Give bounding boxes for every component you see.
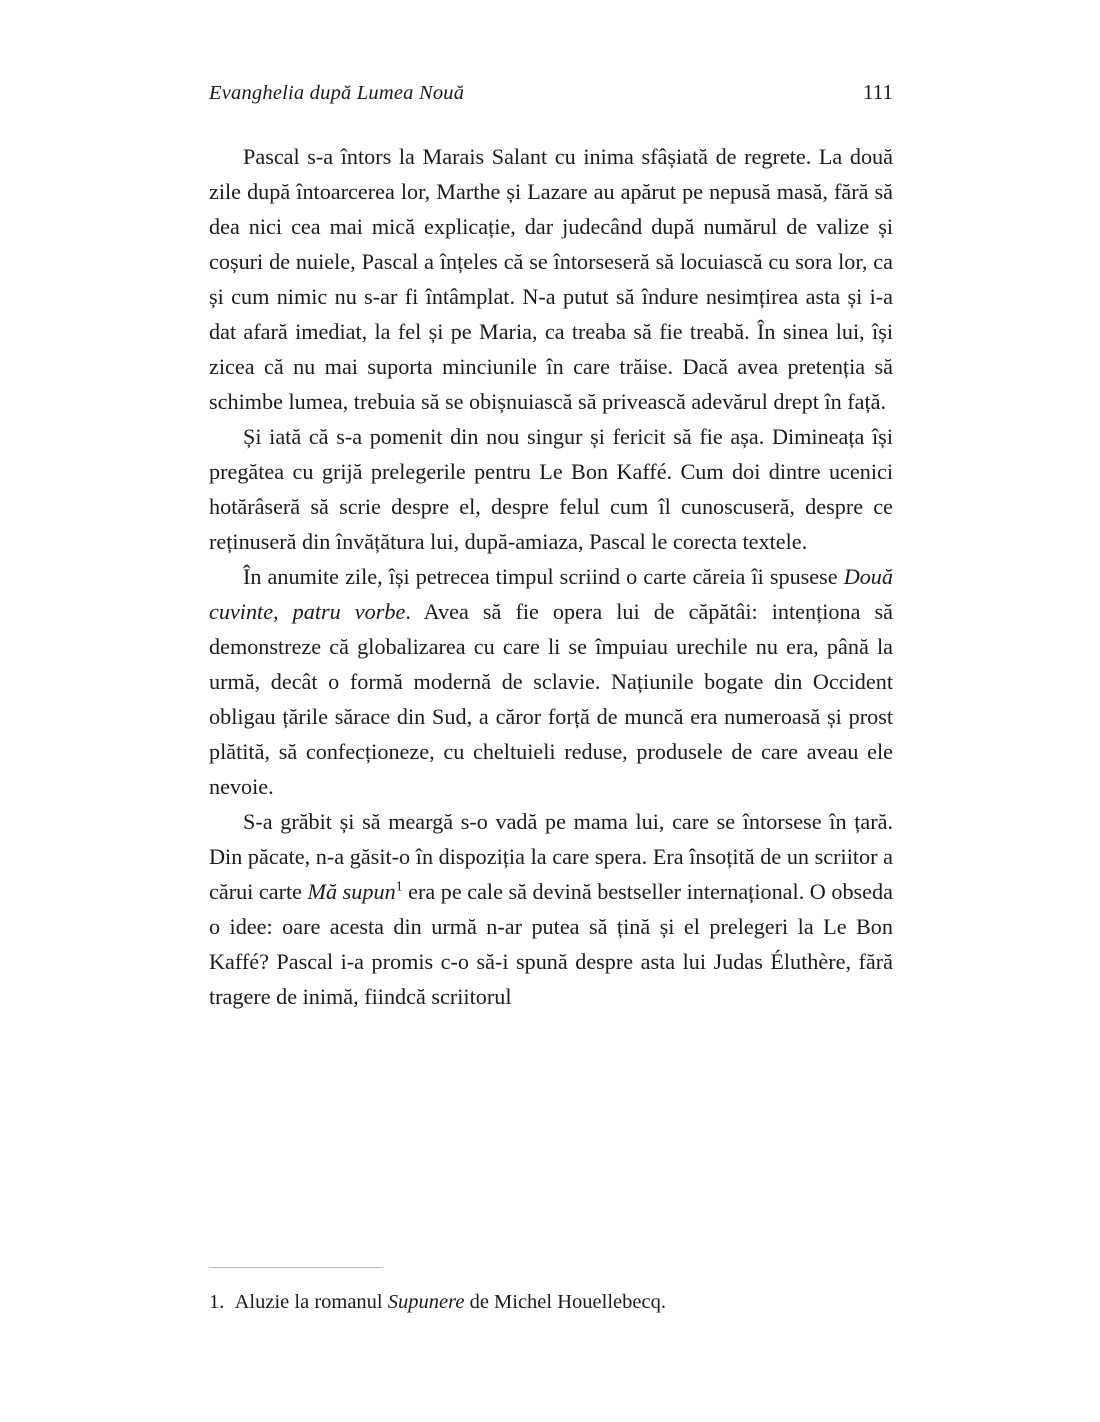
body-text — [209, 139, 893, 1014]
paragraph — [209, 559, 893, 804]
page-number: 111 — [863, 80, 893, 104]
text-run: Mă supun — [307, 879, 396, 904]
paragraph — [209, 139, 893, 419]
footnote-ref-marker: 1 — [395, 878, 403, 894]
text-run: era pe cale să devină bestseller internațional. O obseda o idee: oare acesta din urmă n-ar putea să țină și el prelegeri la Le Bon Kaffé? Pascal i-a promis c-o să-i spună despre asta lui Judas Éluthère, fără tragere de inimă, fiindcă scriitorul — [209, 879, 893, 1009]
footnote-separator — [209, 1267, 383, 1268]
footnote-text-run: de Michel Houellebecq. — [464, 1291, 666, 1313]
text-run: Și iată că s-a pomenit din nou singur și fericit să fie așa. Dimineața își pregătea cu grijă prelegerile pentru Le Bon Kaffé. Cum doi dintre ucenici hotărâseră să scrie despre el, despre felul cum îl cunoscuseră, despre ce reținuseră din învățătura lui, după-amiaza, Pascal le corecta textele. — [209, 424, 893, 554]
running-title: Evanghelia după Lumea Nouă — [209, 82, 465, 104]
footnote-text-run: Supunere — [387, 1291, 465, 1313]
footnote-text-run: 1. Aluzie la romanul — [209, 1291, 388, 1313]
text-run: Pascal s-a întors la Marais Salant cu inima sfâșiată de regrete. La două zile după întoarcerea lor, Marthe și Lazare au apărut pe nepusă masă, fără să dea nici cea mai mică explicație, dar judecând după numărul de valize și coșuri de nuiele, Pascal a înțeles că se întorseseră să locuiască cu sora lor, ca și cum nimic nu s-ar fi întâmplat. N-a putut să îndure nesimțirea asta și i-a dat afară imediat, la fel și pe Maria, ca treaba să fie treabă. În sinea lui, își zicea că nu mai suporta minciunile în care trăise. Dacă avea pretenția să schimbe lumea, trebuia să se obișnuiască să privească adevărul drept în față. — [209, 144, 893, 414]
paragraph — [209, 804, 893, 1014]
page-header — [209, 80, 893, 105]
text-run: În anumite zile, își petrecea timpul scriind o carte căreia îi spusese — [243, 564, 844, 589]
text-run: S-a grăbit și să meargă s-o vadă pe mama lui, care se întorsese în țară. Din păcate, n-a găsit-o în dispoziția la care spera. Era însoțită de un scriitor a cărui carte — [209, 809, 893, 904]
text-run: . Avea să fie opera lui de căpătâi: intenționa să demonstreze că globalizarea cu care li se împuiau urechile nu era, până la urmă, decât o formă modernă de sclavie. Națiunile bogate din Occident obligau țările sărace din Sud, a căror forță de muncă era numeroasă și prost plătită, să confecționeze, cu cheltuieli reduse, produsele de care aveau ele nevoie. — [209, 599, 893, 799]
text-run: Două cuvinte, patru vorbe — [209, 564, 893, 624]
footnote — [209, 1287, 893, 1317]
paragraph — [209, 419, 893, 559]
